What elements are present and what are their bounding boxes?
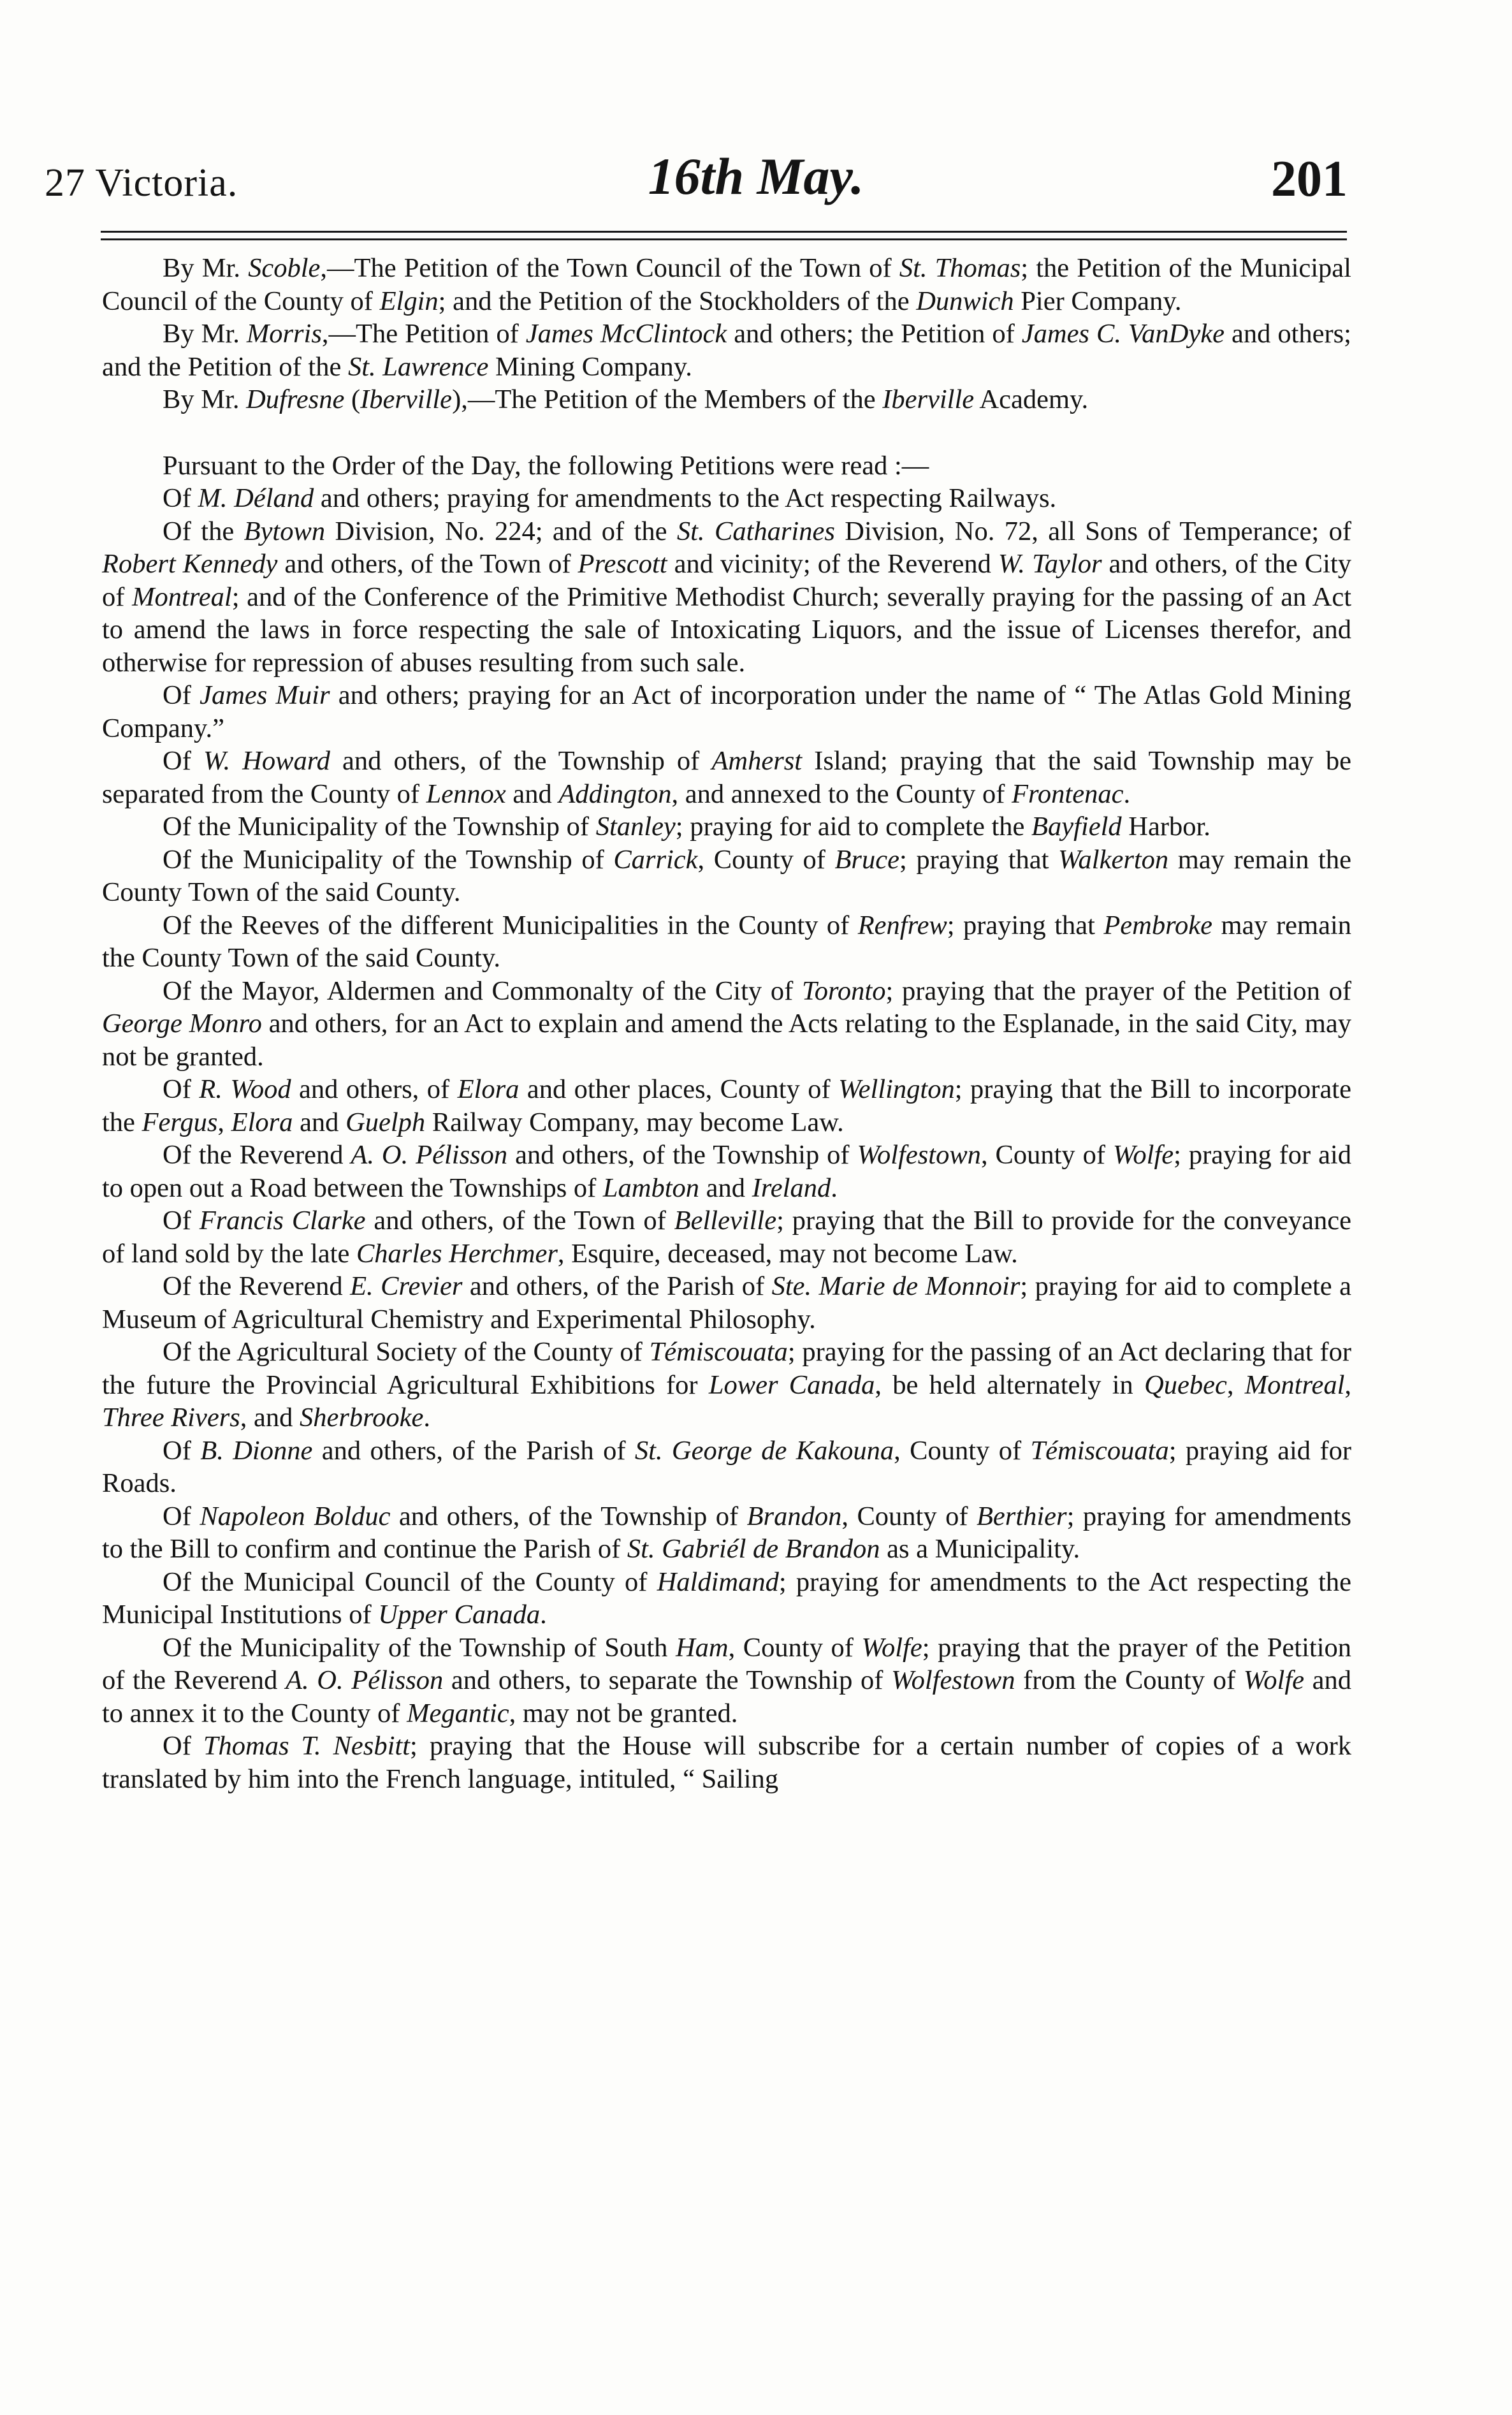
journal-body [102, 252, 1351, 1795]
text-run: may remain the County Town of the said County. [102, 910, 1351, 973]
session-label: 27 Victoria. [45, 161, 238, 205]
text-run: and others, of the Town of [365, 1206, 674, 1236]
italic-name: Thomas T. Nesbitt [203, 1731, 411, 1761]
italic-name: Charles Herchmer [356, 1238, 558, 1269]
text-run: ; praying that the Bill to provide for the conveyance of land sold by the late [102, 1206, 1351, 1269]
text-run: Of the [163, 516, 244, 546]
text-run: ; praying that the Bill to incorporate the [102, 1074, 1351, 1137]
petition-entry [102, 1073, 1351, 1139]
italic-name: St. Catharines [676, 516, 835, 546]
italic-name: Elgin [379, 286, 439, 316]
petition-entry [102, 1631, 1351, 1730]
italic-name: Dufresne [246, 384, 345, 414]
italic-name: Berthier [976, 1501, 1067, 1531]
text-run: Of the Agricultural Society of the County of [163, 1337, 650, 1367]
text-run: and others; praying for amendments to the Act respecting Railways. [314, 483, 1057, 513]
text-run: ,—The Petition of [321, 319, 526, 349]
text-run: . [1123, 778, 1131, 809]
italic-name: Bruce [834, 844, 899, 875]
text-run: Of the Municipal Council of the County of [163, 1566, 657, 1597]
italic-name: Elora [457, 1074, 520, 1104]
italic-name: Three Rivers [102, 1403, 240, 1433]
text-run: . [831, 1172, 838, 1203]
text-run: and [505, 778, 559, 809]
italic-name: R. Wood [199, 1074, 291, 1104]
text-run: Division, No. 224; and of the [325, 516, 677, 546]
italic-name: St. Thomas [899, 253, 1021, 283]
italic-name: Amherst [711, 746, 803, 776]
text-run: Of [163, 746, 203, 776]
italic-name: Lambton [602, 1172, 700, 1203]
italic-name: St. Gabriél de Brandon [627, 1534, 880, 1564]
italic-name: Megantic [407, 1698, 509, 1728]
text-run: and others, of the Township of [390, 1501, 747, 1531]
header-rule-top [101, 231, 1347, 233]
text-run: , [1344, 1369, 1352, 1400]
italic-name: Iberville [360, 384, 453, 414]
text-run: and others; praying for an Act of incorporation under the name of “ The Atlas Gold Mining Company.” [102, 680, 1351, 743]
text-run: and others, for an Act to explain and amend the Acts relating to the Esplanade, in the said City, may not be granted. [102, 1009, 1351, 1072]
italic-name: Morris [246, 319, 322, 349]
text-run: By Mr. [163, 384, 247, 414]
petition-entry [102, 843, 1351, 909]
italic-name: Quebec [1144, 1369, 1227, 1400]
running-head [0, 147, 1512, 217]
italic-name: Bayfield [1031, 812, 1122, 842]
italic-name: Bytown [244, 516, 326, 546]
text-run: Of the Mayor, Aldermen and Commonalty of the City of [163, 975, 802, 1006]
text-run: ; praying that the House will subscribe for a certain number of copies of a work translated by him into the French language, intituled, “ Sailing [102, 1731, 1351, 1794]
petition-entry [102, 1566, 1351, 1631]
text-run: ; praying aid for Roads. [102, 1435, 1351, 1498]
italic-name: Montreal [1244, 1369, 1345, 1400]
text-run: Of [163, 483, 198, 513]
petition-entry [102, 1434, 1351, 1500]
text-run: ; praying for amendments to the Bill to confirm and continue the Parish of [102, 1501, 1351, 1564]
text-run: Of the Reverend [163, 1271, 351, 1301]
text-run: ; praying that [947, 910, 1104, 940]
text-run: and [293, 1107, 346, 1137]
italic-name: Wolfe [1243, 1665, 1305, 1695]
text-run: and others; the Petition of [727, 319, 1022, 349]
text-run: Railway Company, may become Law. [425, 1107, 844, 1137]
text-run: Of [163, 1074, 200, 1104]
italic-name: James Muir [200, 680, 330, 710]
italic-name: Scoble [248, 253, 321, 283]
italic-name: Haldimand [657, 1566, 779, 1597]
text-run: , County of [980, 1140, 1113, 1170]
italic-name: A. O. Pélisson [286, 1665, 444, 1695]
text-run: and others; and the Petition of the [102, 319, 1351, 382]
text-run: and others, of the Parish of [312, 1435, 635, 1466]
italic-name: Belleville [674, 1206, 777, 1236]
text-run: from the County of [1015, 1665, 1244, 1695]
petition-entry [102, 1730, 1351, 1795]
italic-name: James C. VanDyke [1021, 319, 1225, 349]
petition-entry [102, 1204, 1351, 1270]
petition-entry [102, 679, 1351, 745]
italic-name: Elora [231, 1107, 293, 1137]
presenter-entry [102, 252, 1351, 317]
header-rule-bottom [101, 238, 1347, 240]
presenter-entry [102, 383, 1351, 416]
italic-name: W. Taylor [998, 549, 1102, 579]
text-run: Pier Company. [1014, 286, 1182, 316]
petition-entry [102, 810, 1351, 843]
text-run: Academy. [974, 384, 1089, 414]
text-run: and other places, County of [519, 1074, 839, 1104]
text-run: ),—The Petition of the Members of the [452, 384, 883, 414]
italic-name: Stanley [595, 812, 676, 842]
italic-name: Ireland [752, 1172, 831, 1203]
text-run: , County of [728, 1632, 862, 1663]
text-run: By Mr. [163, 319, 247, 349]
petition-entry [102, 515, 1351, 680]
petition-entry [102, 1500, 1351, 1566]
text-run: . [540, 1600, 547, 1630]
italic-name: St. George de Kakouna [634, 1435, 894, 1466]
text-run: Of the Municipality of the Township of South [163, 1632, 676, 1663]
italic-name: Wolfe [1112, 1140, 1174, 1170]
italic-name: George Monro [102, 1009, 262, 1039]
italic-name: E. Crevier [350, 1271, 463, 1301]
petition-entry [102, 482, 1351, 515]
italic-name: Fergus [142, 1107, 218, 1137]
text-run: and to annex it to the County of [102, 1665, 1352, 1728]
italic-name: Francis Clarke [199, 1206, 366, 1236]
text-run: , County of [841, 1501, 977, 1531]
text-run: and vicinity; of the Reverend [667, 549, 998, 579]
text-run: By Mr. [163, 253, 249, 283]
text-run: , County of [697, 844, 835, 875]
italic-name: Guelph [345, 1107, 426, 1137]
italic-name: Pembroke [1103, 910, 1213, 940]
text-run: and others, of the Parish of [462, 1271, 772, 1301]
page-number: 201 [1271, 151, 1348, 207]
text-run: Of [163, 680, 200, 710]
italic-name: W. Howard [203, 746, 330, 776]
italic-name: Ste. Marie de Monnoir [771, 1271, 1021, 1301]
petitions-read-section [102, 449, 1351, 1796]
text-run: Harbor. [1121, 812, 1210, 842]
text-run: and others, of the Township of [330, 746, 712, 776]
text-run: , be held alternately in [875, 1369, 1145, 1400]
italic-name: Brandon [746, 1501, 842, 1531]
italic-name: Walkerton [1058, 844, 1169, 875]
text-run: Of the Municipality of the Township of [163, 844, 614, 875]
text-run: and others, of [291, 1074, 458, 1104]
text-run: , County of [894, 1435, 1031, 1466]
text-run: ; the Petition of the Municipal Council of the County of [102, 253, 1351, 316]
italic-name: Addington [558, 778, 672, 809]
text-run: , [217, 1107, 231, 1137]
italic-name: Robert Kennedy [102, 549, 278, 579]
petition-entry [102, 1139, 1351, 1204]
italic-name: Lower Canada [708, 1369, 875, 1400]
text-run: Of [163, 1206, 200, 1236]
italic-name: James McClintock [525, 319, 727, 349]
italic-name: Prescott [578, 549, 667, 579]
italic-name: Wolfestown [857, 1140, 981, 1170]
text-run: Of the Reverend [163, 1140, 351, 1170]
text-run: and others, of the City of [102, 549, 1352, 612]
text-run: ; praying for aid to open out a Road between the Townships of [102, 1140, 1352, 1203]
text-run: ; praying that [899, 844, 1059, 875]
text-run: ; praying for the passing of an Act declaring that for the future the Provincial Agricultural Exhibitions for [102, 1337, 1351, 1400]
text-run: ; praying for amendments to the Act respecting the Municipal Institutions of [102, 1566, 1352, 1630]
text-run: Of the Municipality of the Township of [163, 812, 596, 842]
text-run: ; praying for aid to complete a Museum of Agricultural Chemistry and Experimental Philosophy. [102, 1271, 1351, 1334]
text-run: . [423, 1403, 430, 1433]
presenter-entry [102, 317, 1351, 383]
italic-name: Napoleon Bolduc [200, 1501, 391, 1531]
italic-name: Sherbrooke [300, 1403, 424, 1433]
petition-entry [102, 745, 1351, 810]
italic-name: Montreal [132, 581, 232, 612]
italic-name: Wolfestown [891, 1665, 1015, 1695]
italic-name: Renfrew [857, 910, 947, 940]
italic-name: Ham [675, 1632, 729, 1663]
italic-name: Témiscouata [649, 1337, 788, 1367]
text-run: ; praying for aid to complete the [675, 812, 1032, 842]
italic-name: Wellington [838, 1074, 955, 1104]
petition-entry [102, 1270, 1351, 1336]
presenters-section [102, 252, 1351, 416]
italic-name: B. Dionne [200, 1435, 313, 1466]
text-run: Mining Company. [488, 351, 692, 382]
page-date: 16th May. [648, 147, 864, 205]
text-run: ; and the Petition of the Stockholders of the [438, 286, 917, 316]
petition-entry [102, 449, 1351, 483]
italic-name: Témiscouata [1030, 1435, 1169, 1466]
petition-entry [102, 1336, 1351, 1434]
petition-entry [102, 909, 1351, 975]
text-run: ,—The Petition of the Town Council of the Town of [320, 253, 899, 283]
italic-name: Carrick [613, 844, 698, 875]
text-run: , and [240, 1403, 300, 1433]
text-run: , may not be granted. [509, 1698, 738, 1728]
text-run: , and annexed to the County of [671, 778, 1012, 809]
text-run: ; praying that the prayer of the Petition of the Reverend [102, 1632, 1351, 1695]
italic-name: M. Déland [198, 483, 314, 513]
italic-name: A. O. Pélisson [351, 1140, 508, 1170]
text-run: Pursuant to the Order of the Day, the following Petitions were read :— [163, 450, 929, 481]
text-run: and others, to separate the Township of [443, 1665, 892, 1695]
italic-name: Iberville [882, 384, 975, 414]
italic-name: Frontenac [1012, 778, 1124, 809]
italic-name: St. Lawrence [347, 351, 489, 382]
text-run: and others, of the Township of [507, 1140, 857, 1170]
text-run: Of [163, 1731, 203, 1761]
text-run: as a Municipality. [880, 1534, 1080, 1564]
text-run: Of the Reeves of the different Municipalities in the County of [163, 910, 858, 940]
text-run: , Esquire, deceased, may not become Law. [557, 1238, 1018, 1269]
italic-name: Lennox [426, 778, 506, 809]
text-run: and others, of the Town of [277, 549, 578, 579]
italic-name: Wolfe [861, 1632, 922, 1663]
text-run: ( [344, 384, 361, 414]
petition-entry [102, 975, 1351, 1074]
text-run: Division, No. 72, all Sons of Temperance; of [834, 516, 1351, 546]
text-run: may remain the County Town of the said County. [102, 844, 1351, 907]
text-run: Island; praying that the said Township may be separated from the County of [102, 746, 1351, 809]
text-run: , [1226, 1369, 1245, 1400]
italic-name: Upper Canada [378, 1600, 541, 1630]
text-run: Of [163, 1501, 200, 1531]
italic-name: Dunwich [916, 286, 1014, 316]
text-run: Of [163, 1435, 201, 1466]
text-run: ; praying that the prayer of the Petition of [885, 975, 1351, 1006]
italic-name: Toronto [801, 975, 886, 1006]
text-run: and [699, 1172, 752, 1203]
text-run: ; and of the Conference of the Primitive Methodist Church; severally praying for the passing of an Act to amend the laws in force respecting the sale of Intoxicating Liquors, and the issue of Licenses therefor, and otherwise for repression of abuses resulting from such sale. [102, 581, 1351, 678]
